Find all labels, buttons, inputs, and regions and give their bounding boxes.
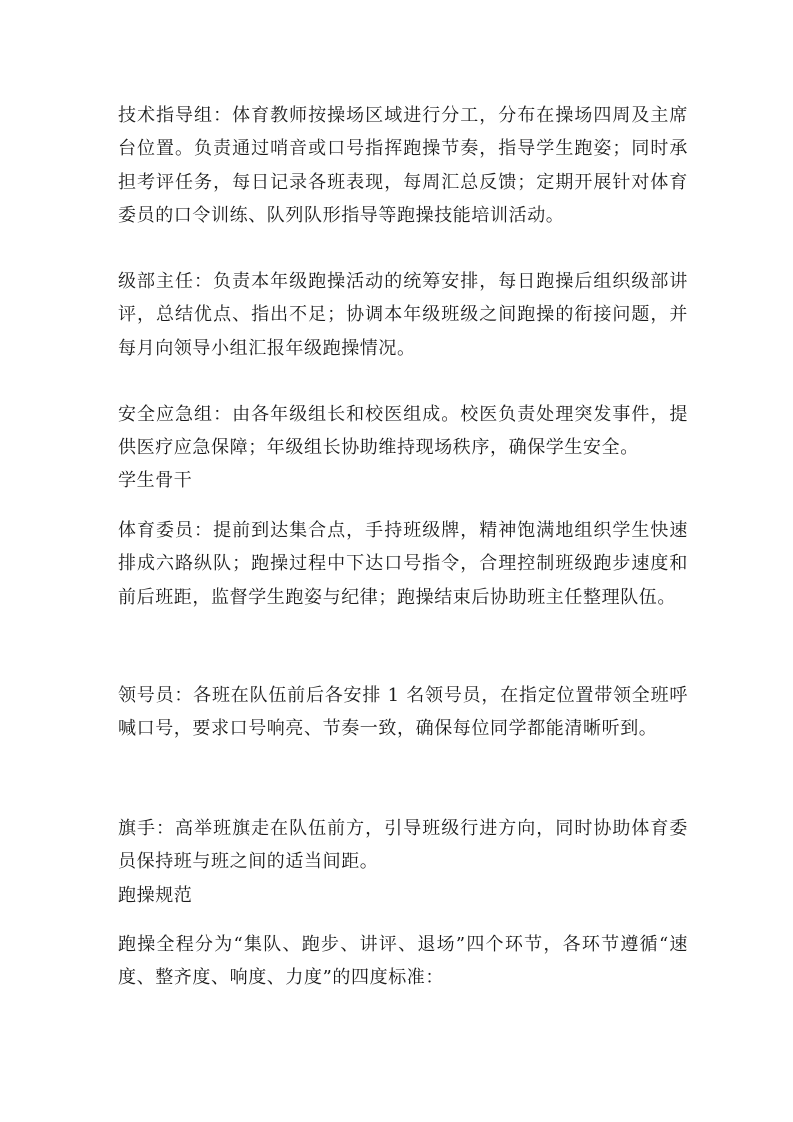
heading-running-rules: 跑操规范	[118, 885, 193, 906]
paragraph-chant-leader: 领号员：各班在队伍前后各安排 1 名领号员，在指定位置带领全班呼喊口号，要求口号响亮、节奏一致，确保每位同学都能清晰听到。	[118, 685, 688, 740]
paragraph-sports-commissioner: 体育委员：提前到达集合点，手持班级牌，精神饱满地组织学生快速排成六路纵队；跑操过程中下达口号指令，合理控制班级跑步速度和前后班距，监督学生跑姿与纪律；跑操结束后协助班主任整理队伍。	[118, 520, 688, 608]
paragraph-rules-description: 跑操全程分为“集队、跑步、讲评、退场”四个环节，各环节遵循“速度、整齐度、响度、力度”的四度标准：	[118, 934, 689, 989]
paragraph-safety-emergency: 安全应急组：由各年级组长和校医组成。校医负责处理突发事件，提供医疗应急保障；年级组长协助维持现场秩序，确保学生安全。	[118, 404, 688, 459]
paragraph-flag-bearer: 旗手：高举班旗走在队伍前方，引导班级行进方向，同时协助体育委员保持班与班之间的适当间距。	[118, 818, 688, 873]
paragraph-grade-director: 级部主任：负责本年级跑操活动的统筹安排，每日跑操后组织级部讲评，总结优点、指出不足；协调本年级班级之间跑操的衔接问题，并每月向领导小组汇报年级跑操情况。	[118, 271, 688, 359]
heading-student-leaders: 学生骨干	[118, 470, 193, 491]
paragraph-technical-guidance: 技术指导组：体育教师按操场区域进行分工，分布在操场四周及主席台位置。负责通过哨音或口号指挥跑操节奏，指导学生跑姿；同时承担考评任务，每日记录各班表现，每周汇总反馈；定期开展针对体育委员的口令训练、队列队形指导等跑操技能培训活动。	[118, 105, 688, 226]
